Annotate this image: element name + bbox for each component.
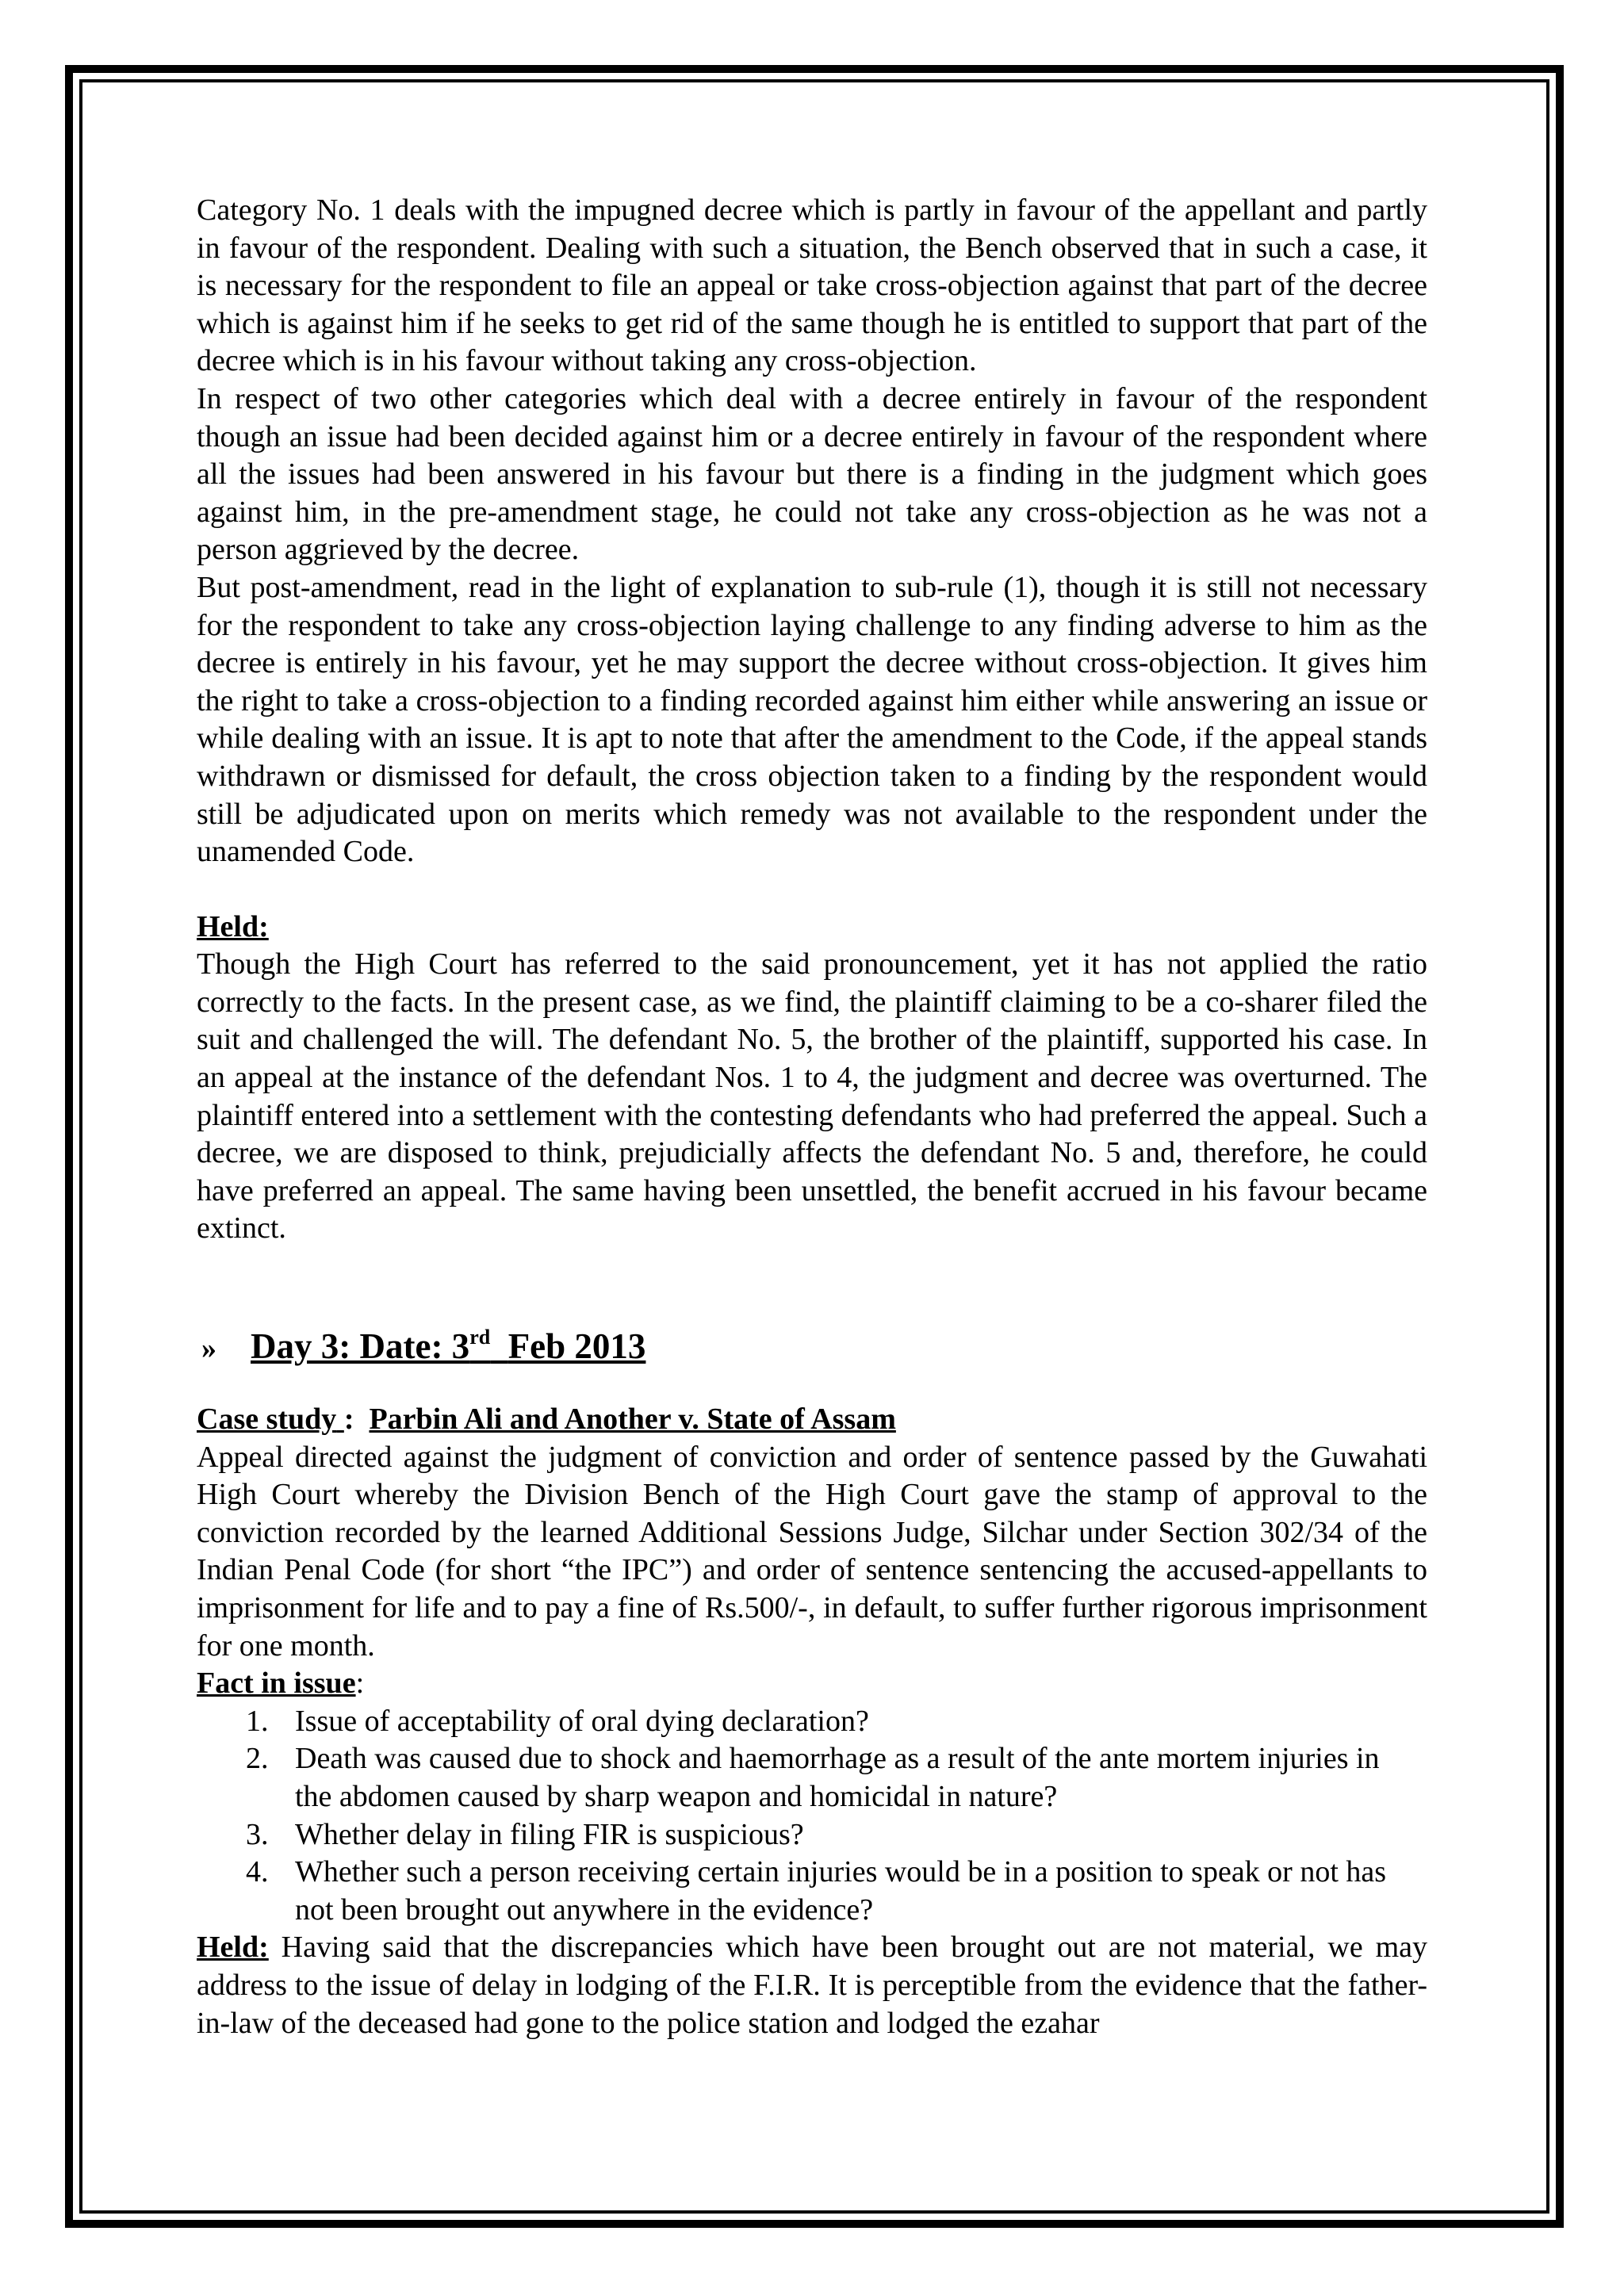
case-study-paragraph: Appeal directed against the judgment of conviction and order of sentence passed by the Guwahati High Court whereby the Division Bench of the High Court gave the stamp of approval to the conviction recorded by the learned Additional Sessions Judge, Silchar under Section 302/34 of the Indian Penal Code (for short “the IPC”) and order of sentence sentencing the accused-appellants to imprisonment for life and to pay a fine of Rs.500/-, in default, to suffer further rigorous imprisonment for one month. [197,1440,1427,1663]
list-item [197,1740,1427,1816]
fact-in-issue-colon: : [355,1667,365,1701]
fact-in-issue-heading [197,1665,1427,1703]
list-item [197,1816,1427,1854]
held-paragraph-2 [197,1929,1427,2042]
list-item-text: Death was caused due to shock and haemorrhage as a result of the ante mortem injuries in the abdomen caused by sharp weapon and homicidal in nature? [295,1742,1380,1813]
page-content [197,192,1427,2042]
list-item-text: Whether delay in filing FIR is suspicious? [295,1817,804,1851]
held-paragraph-1: Though the High Court has referred to the said pronouncement, yet it has not applied the ratio correctly to the facts. In the present case, as we find, the plaintiff claiming to be a co-sharer filed the suit and challenged the will. The defendant No. 5, the brother of the plaintiff, supported his case. In an appeal at the instance of the defendant Nos. 1 to 4, the judgment and decree was overturned. The plaintiff entered into a settlement with the contesting defendants who had preferred the appeal. Such a decree, we are disposed to think, prejudicially affects the defendant No. 5 and, therefore, he could have preferred an appeal. The same having been unsettled, the benefit accrued in his favour became extinct. [197,947,1427,1246]
held-label-1: Held: [197,909,269,943]
list-item-text: Issue of acceptability of oral dying declaration? [295,1704,869,1738]
paragraph-category-one: Category No. 1 deals with the impugned decree which is partly in favour of the appellant and partly in favour of the respondent. Dealing with such a situation, the Bench observed that in such a case, it is necessary for the respondent to file an appeal or take cross-objection against that part of the decree which is against him if he seeks to get rid of the same though he is entitled to support that part of the decree which is in his favour without taking any cross-objection. [197,193,1427,378]
day-heading-sup: rd [469,1326,491,1349]
paragraph-post-amendment: But post-amendment, read in the light of explanation to sub-rule (1), though it is still not necessary for the respondent to take any cross-objection laying challenge to any finding adverse to him as the decree is entirely in his favour, yet he may support the decree without cross-objection. It gives him the right to take a cross-objection to a finding recorded against him either while answering an issue or while dealing with an issue. It is apt to note that after the amendment to the Code, if the appeal stands withdrawn or dismissed for default, the cross objection taken to a finding by the respondent would still be adjudicated upon on merits which remedy was not available to the respondent under the unamended Code. [197,570,1427,869]
case-study-separator: : [343,1402,354,1437]
double-chevron-icon: » [201,1332,216,1366]
case-study-label: Case study [197,1402,337,1437]
paragraph-other-categories: In respect of two other categories which deal with a decree entirely in favour of the respondent though an issue had been decided against him or a decree entirely in favour of the respondent where all the issues had been answered in his favour but there is a finding in the judgment which goes against him, in the pre-amendment stage, he could not take any cross-objection as he was not a person aggrieved by the decree. [197,381,1427,567]
case-study-line [197,1401,1427,1439]
list-item-text: Whether such a person receiving certain injuries would be in a position to speak or not has not been brought out anywhere in the evidence? [295,1855,1387,1927]
day-heading-suffix: Feb 2013 [508,1326,646,1367]
case-study-name: Parbin Ali and Another v. State of Assam [369,1402,896,1437]
list-item-number: 2. [246,1742,269,1776]
list-item-number: 1. [246,1704,269,1738]
list-item [197,1703,1427,1741]
day-heading-prefix: Day 3: Date: 3 [251,1326,470,1367]
fact-list [197,1703,1427,1930]
fact-in-issue-label: Fact in issue [197,1667,356,1701]
list-item-number: 4. [246,1855,269,1889]
list-item [197,1854,1427,1929]
held-text-2: Having said that the discrepancies which have been brought out are not material, we may address to the issue of delay in lodging of the F.I.R. It is perceptible from the evidence that the father-in-law of the deceased had gone to the police station and lodged the ezahar [197,1931,1428,2040]
list-item-number: 3. [246,1817,269,1851]
held-heading-1 [197,909,1427,947]
day-heading-title [251,1322,645,1370]
day-heading [197,1322,1427,1372]
held-label-2: Held: [197,1931,269,1965]
